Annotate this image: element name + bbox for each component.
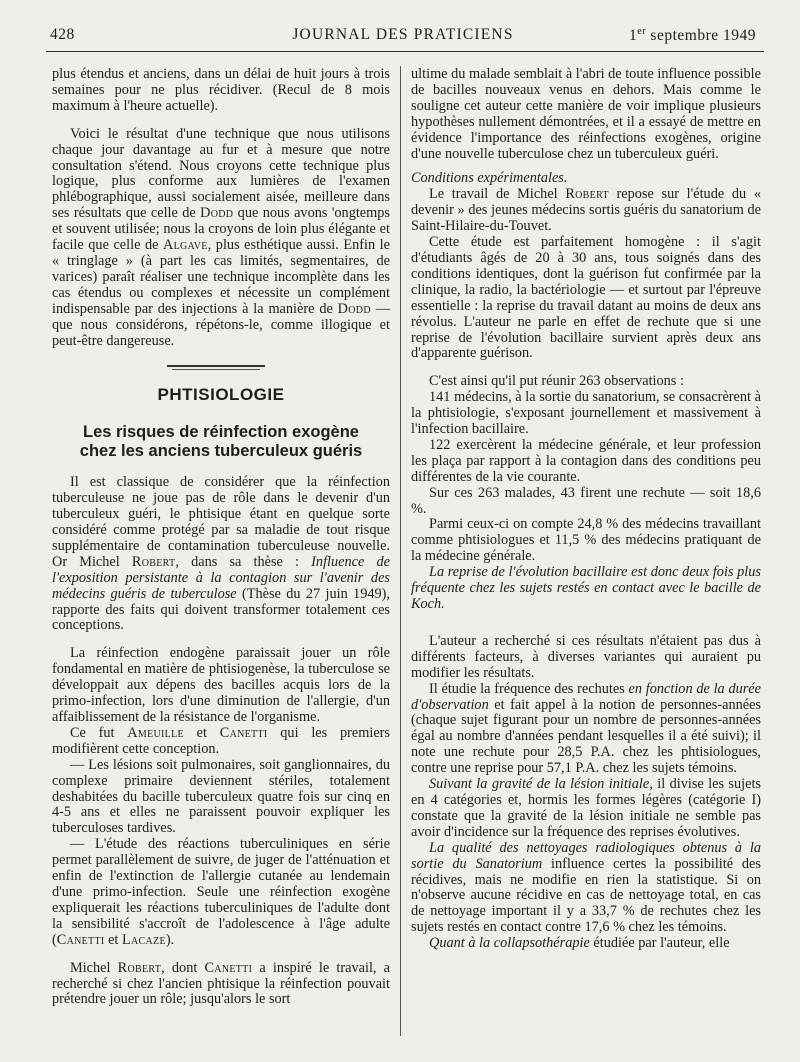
paragraph: Michel Robert, dont Canetti a inspiré le travail, a recherché si chez l'ancien phtisique la réinfection pouvait prétendre jouer un rôle; jusqu'alors le sort — [52, 959, 390, 1008]
paragraph: La réinfection endogène paraissait jouer un rôle fondamental en matière de phtisiogenèse, la tuberculose se développait aux dépens des bacilles acquis lors de la primo-infection, lors d'une diminution de l'allergie, d'un affaiblissement de la résistance de l'organisme. — [52, 645, 390, 725]
paragraph: Le travail de Michel Robert repose sur l'étude du « devenir » des jeunes médecins sortis guéris du sanatorium de Saint-Hilaire-du-Touvet. — [411, 186, 761, 235]
author-name: Canetti — [204, 959, 253, 976]
author-name: Robert — [565, 186, 609, 203]
author-name: Canetti — [56, 931, 105, 948]
thesis-title: Influence de l'exposition persistante à la contagion sur l'avenir des médecins guéris de tuberculose — [52, 553, 390, 602]
author-name: Algave — [162, 237, 208, 254]
running-header — [50, 26, 756, 48]
date-rest: septembre 1949 — [646, 27, 756, 45]
paragraph: ultime du malade semblait à l'abri de toute influence possible de bacilles nouveaux venus en dehors. Mais comme le souligne cet auteur cette manière de voir implique plusieurs hypothèses nullement démontrées, et il a essayé de mettre en évidence l'importance des réinfections exogènes, origine d'une nouvelle tuberculose chez un tuberculeux guéri. — [411, 66, 761, 162]
paragraph: — Les lésions soit pulmonaires, soit ganglionnaires, du complexe primaire deviennent stériles, totalement deshabitées du bacille tuberculeux quatre fois sur cinq en 4-5 ans et elles ne paraissent pouvoir expliquer les tuberculoses tardives. — [52, 756, 390, 837]
author-name: Canetti — [219, 724, 268, 741]
author-name: Dodd — [200, 205, 234, 222]
paragraph: Voici le résultat d'une technique que nous utilisons chaque jour davantage au fur et à mesure que notre consultation s'étend. Nous croyons cette technique plus logique, plus conforme aux lumières de l'examen phlébographique, aussi socialement aisée, meilleure dans ses résultats que celle de Dodd que nous avons 'ongtemps et souvent utilisée; nous la croyons de loin plus élégante et facile que celle de Algave, plus esthétique aussi. Enfin le « tringlage » (à part les cas limités, segmentaires, de varices) paraît réaliser une technique incomplète dans les cas étendus ou complexes et nécessite un complément indispensable par des injections à la manière de Dodd — que nous considérons, répétons-le, comme illogique et peut-être dangereuse. — [52, 125, 390, 349]
page-number: 428 — [50, 26, 75, 43]
paragraph: Cette étude est parfaitement homogène : il s'agit d'étudiants âgés de 20 à 30 ans, tous soignés dans des conditions identiques, dont la guérison fut confirmée par la clinique, la radio, la bactériologie — et surtout par l'épreuve essentielle : la reprise du travail datant au moins de deux ans révolus. L'auteur ne parle en effet de rechute que si une reprise de l'évolution bacillaire survient après deux ans d'apparente guérison. — [411, 234, 761, 362]
section-title: PHTISIOLOGIE — [157, 385, 285, 405]
paragraph: Quant à la collapsothérapie étudiée par l'auteur, elle — [429, 935, 730, 952]
right-column — [411, 67, 761, 952]
author-name: Robert — [117, 959, 162, 976]
paragraph: Il étudie la fréquence des rechutes en fonction de la durée d'observation et fait appel à la notion de personnes-années (chaque sujet figurant pour un nombre de personnes-années égal au nombre d'années pendant lesquelles il a été suivi); il note une rechute pour 28,5 P.A. chez les phtisiologues, contre une reprise pour 57,1 P.A. chez les sujets témoins. — [411, 680, 761, 777]
paragraph: Ce fut Ameuille et Canetti qui les premiers modifièrent cette conception. — [52, 724, 390, 757]
author-name: Lacaze — [121, 931, 166, 948]
journal-title: JOURNAL DES PRATICIENS — [292, 26, 514, 43]
paragraph: Il est classique de considérer que la réinfection tuberculeuse ne joue pas de rôle dans le devenir d'un tuberculeux guéri, le phtisique étant en quelque sorte considéré comme protégé par sa maladie de tout risque supplémentaire de contamination tuberculeuse nouvelle. Or Michel Robert, dans sa thèse : Influence de l'exposition persistante à la contagion sur l'avenir des médecins guéris de tuberculose (Thèse du 27 juin 1949), rapporte des faits qui doivent transformer totalement ces conceptions. — [52, 474, 390, 634]
paragraph: La qualité des nettoyages radiologiques obtenus à la sortie du Sanatorium influence certes la possibilité des récidives, mais ne modifie en rien la statistique. Si on n'observe aucune récidive en cas de nettoyage total, en cas de nettoyage important il y a 33,7 % de rechutes chez les sujets restés en contact contre 17,6 % chez les témoins. — [411, 839, 761, 936]
paragraph: — L'étude des réactions tuberculiniques en série permet parallèlement de suivre, de juger de l'atténuation et enfin de l'extinction de l'allergie cutanée au lendemain d'une primo-infection. Seule une réinfection exogène expliquerait les réactions tuberculiniques de l'adulte dont la sensibilité s'accroît de l'adolescence à l'âge adulte (Canetti et Lacaze). — [52, 836, 390, 948]
paragraph: C'est ainsi qu'il put réunir 263 observations : — [429, 373, 684, 390]
subheading: Conditions expérimentales. — [411, 170, 568, 187]
paragraph: 122 exercèrent la médecine générale, et leur profession les plaça par rapport à la contagion dans des conditions peu différentes de la vie courante. — [411, 436, 761, 485]
paragraph: L'auteur a recherché si ces résultats n'étaient pas dus à différents facteurs, à diverses variantes qui auraient pu modifier les résultats. — [411, 632, 761, 681]
article-title: Les risques de réinfection exogène chez les anciens tuberculeux guéris — [79, 423, 363, 461]
author-name: Ameuille — [127, 724, 184, 741]
column-divider — [400, 66, 401, 1036]
date-day: 1 — [629, 27, 638, 45]
section-ornament — [52, 355, 390, 381]
header-rule — [46, 51, 764, 52]
paragraph: Sur ces 263 malades, 43 firent une rechute — soit 18,6 %. — [411, 484, 761, 517]
paragraph: Parmi ceux-ci on compte 24,8 % des médecins travaillant comme phtisiologues et 11,5 % des médecins pratiquant de la médecine générale. — [411, 516, 761, 565]
date-sup: er — [637, 26, 647, 37]
paragraph: plus étendus et anciens, dans un délai de huit jours à trois semaines pour ne plus récidiver. (Recul de 8 mois maximum à l'heure actuelle). — [52, 66, 390, 114]
paragraph: La reprise de l'évolution bacillaire est donc deux fois plus fréquente chez les sujets restés en contact avec le bacille de Koch. — [411, 564, 761, 612]
left-column — [52, 67, 390, 1008]
issue-date — [629, 26, 756, 45]
author-name: Dodd — [337, 300, 371, 317]
author-name: Robert — [131, 553, 176, 570]
paragraph: Suivant la gravité de la lésion initiale, il divise les sujets en 4 catégories et, hormis les formes légères (catégorie I) constate que la gravité de la lésion initiale ne semble pas avoir d'incidence sur la fréquence des reprises évolutives. — [411, 776, 761, 840]
paragraph: 141 médecins, à la sortie du sanatorium, se consacrèrent à la phtisiologie, s'exposant journellement et massivement à l'infection bacillaire. — [411, 389, 761, 438]
